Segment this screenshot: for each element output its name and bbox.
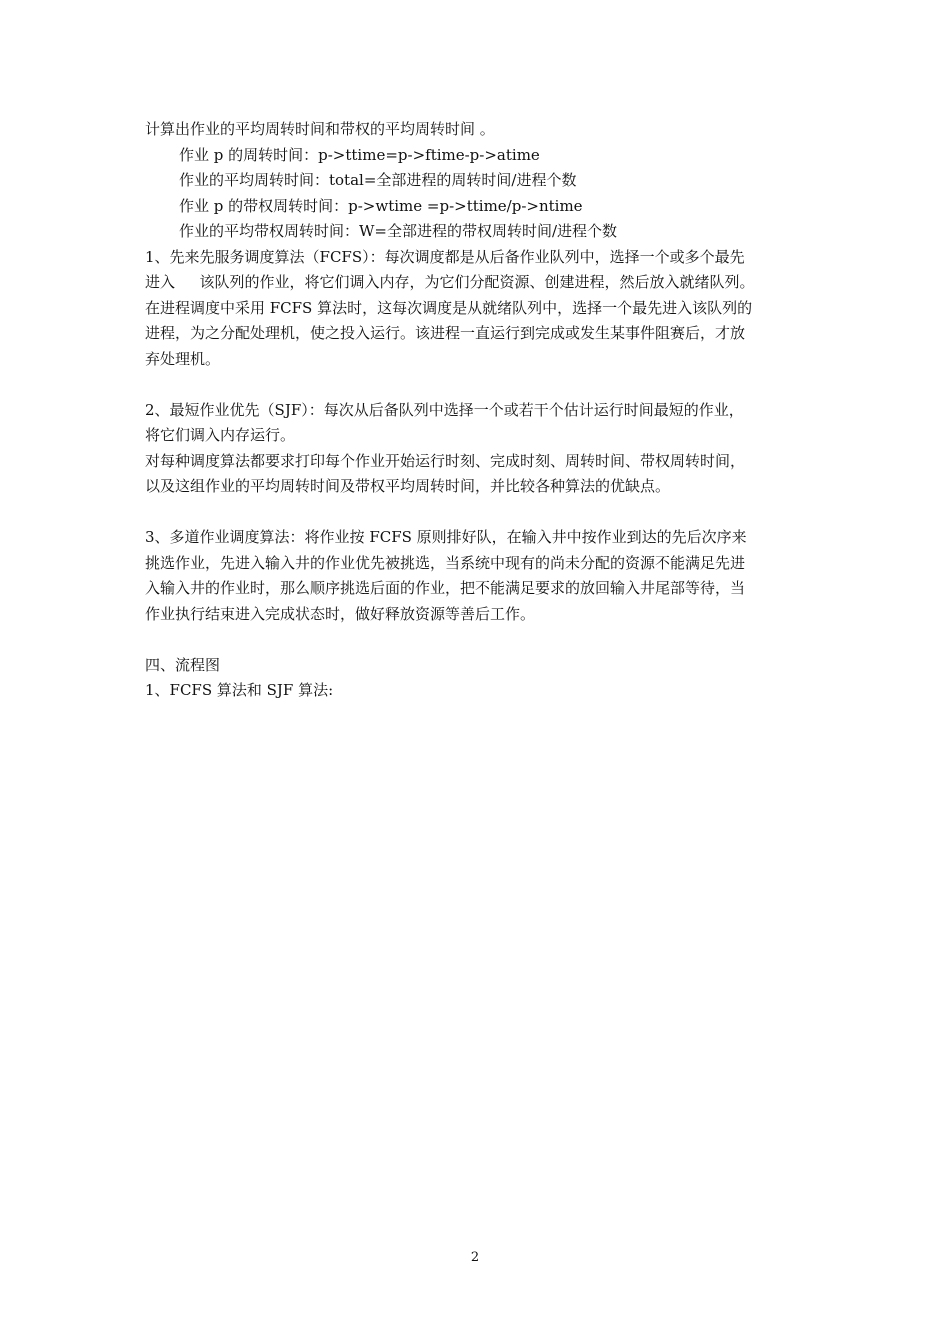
multi-line-1: 3、多道作业调度算法：将作业按 FCFS 原则排好队，在输入井中按作业到达的先后次序来 [145, 528, 747, 546]
page-content [145, 117, 807, 704]
formula-average-weighted-turnaround-time: 作业的平均带权周转时间：W=全部进程的带权周转时间/进程个数 [179, 222, 618, 240]
sjf-line-1: 2、最短作业优先（SJF）：每次从后备队列中选择一个或若干个估计运行时间最短的作业， [145, 400, 744, 419]
sjf-line-3: 对每种调度算法都要求打印每个作业开始运行时刻、完成时刻、周转时间、带权周转时间， [145, 451, 746, 470]
multi-line-3: 入输入井的作业时，那么顺序挑选后面的作业，把不能满足要求的放回输入井尾部等待，当 [145, 579, 746, 597]
paragraph-spacer [145, 627, 807, 653]
page-number: 2 [470, 1250, 480, 1265]
fcfs-line-2: 进入 该队列的作业，将它们调入内存，为它们分配资源、创建进程，然后放入就绪队列。 [145, 273, 755, 291]
formula-average-turnaround-time: 作业的平均周转时间：total=全部进程的周转时间/进程个数 [179, 171, 577, 189]
fcfs-line-3: 在进程调度中采用 FCFS 算法时，这每次调度是从就绪队列中，选择一个最先进入该队列的 [145, 298, 753, 317]
sjf-line-2: 将它们调入内存运行。 [145, 426, 296, 444]
multi-line-2: 挑选作业，先进入输入井的作业优先被挑选，当系统中现有的尚未分配的资源不能满足先进 [145, 553, 746, 572]
fcfs-line-5: 弃处理机。 [145, 349, 221, 368]
paragraph-spacer [145, 372, 807, 398]
paragraph-spacer [145, 500, 807, 526]
fcfs-paragraph [145, 245, 807, 373]
intro-line: 计算出作业的平均周转时间和带权的平均周转时间 。 [145, 120, 495, 138]
formula-weighted-turnaround-time: 作业 p 的带权周转时间：p->wtime =p->ttime/p->ntime [179, 196, 583, 215]
multi-line-4: 作业执行结束进入完成状态时，做好释放资源等善后工作。 [145, 604, 536, 623]
sjf-paragraph [145, 398, 807, 500]
subsection-heading: 1、FCFS 算法和 SJF 算法: [145, 681, 334, 699]
multi-program-paragraph [145, 525, 807, 627]
sjf-line-4: 以及这组作业的平均周转时间及带权平均周转时间，并比较各种算法的优缺点。 [145, 477, 671, 495]
fcfs-line-1: 1、先来先服务调度算法（FCFS）：每次调度都是从后备作业队列中，选择一个或多个最先 [145, 247, 745, 266]
fcfs-line-4: 进程，为之分配处理机，使之投入运行。该进程一直运行到完成或发生某事件阻赛后，才放 [145, 324, 746, 342]
formula-turnaround-time: 作业 p 的周转时间：p->ttime=p->ftime-p->atime [179, 145, 540, 164]
section-heading: 四、流程图 [145, 655, 221, 674]
